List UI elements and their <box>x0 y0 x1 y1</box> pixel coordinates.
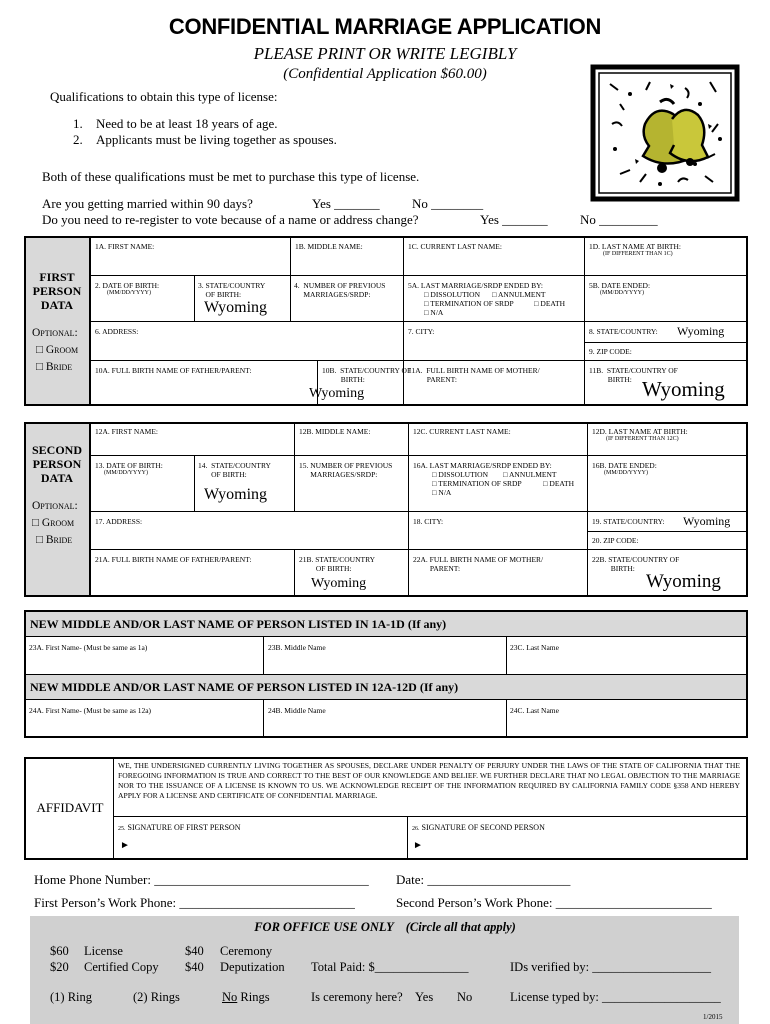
field-21b-value[interactable]: Wyoming <box>311 576 367 591</box>
field-10a-label[interactable]: 10A. FULL BIRTH NAME OF FATHER/PARENT: <box>95 366 252 375</box>
field-14-label[interactable]: 14. STATE/COUNTRY OF BIRTH: <box>198 461 271 479</box>
field-16a-na[interactable]: □ N/A <box>432 488 452 497</box>
qualifications-heading: Qualifications to obtain this type of license: <box>50 89 278 104</box>
field-13-note: (MM/DD/YYYY) <box>104 470 148 476</box>
home-phone-field[interactable]: Home Phone Number: _________________________________ <box>34 872 369 887</box>
both-qualifications-note: Both of these qualifications must be met to purchase this type of license. <box>42 169 420 184</box>
field-18-label[interactable]: 18. CITY: <box>413 517 444 526</box>
field-16a-termination[interactable]: □ TERMINATION OF SRDP <box>432 479 522 488</box>
field-9-label[interactable]: 9. ZIP CODE: <box>589 347 632 356</box>
fee-deputization[interactable]: Deputization <box>220 960 285 974</box>
wedding-bells-icon <box>590 64 740 202</box>
second-work-phone-field[interactable]: Second Person’s Work Phone: ________________________ <box>396 895 712 910</box>
ceremony-no-option[interactable]: No <box>457 990 473 1004</box>
first-work-phone-field[interactable]: First Person’s Work Phone: ___________________________ <box>34 895 355 910</box>
field-22b-label[interactable]: 22B. STATE/COUNTRY OF BIRTH: <box>592 555 680 573</box>
two-rings-option[interactable]: (2) Rings <box>133 990 180 1004</box>
ceremony-yes-option[interactable]: Yes <box>415 990 434 1004</box>
person1-label: FIRST PERSON DATA <box>32 270 82 312</box>
field-24c-label[interactable]: 24C. Last Name <box>510 706 559 715</box>
question-90-days-yes[interactable]: Yes _______ <box>312 196 380 211</box>
fee-certified-copy[interactable]: Certified Copy <box>84 960 159 974</box>
field-10b-label[interactable]: 10B. STATE/COUNTRY OF BIRTH: <box>322 366 412 384</box>
field-12d-label[interactable]: 12D. LAST NAME AT BIRTH: <box>592 427 688 436</box>
license-typed-by-field[interactable]: License typed by: ___________________ <box>510 990 721 1004</box>
person2-groom-checkbox[interactable]: □ Groom <box>32 517 75 529</box>
field-11a-label[interactable]: 11A. FULL BIRTH NAME OF MOTHER/ PARENT: <box>408 366 540 384</box>
field-5a-dissolution[interactable]: □ DISSOLUTION <box>424 290 480 299</box>
qualification-2-number: 2. <box>73 132 83 147</box>
signature-1-number: 25. <box>118 826 126 832</box>
ceremony-here-question: Is ceremony here? <box>311 990 403 1004</box>
field-19-value[interactable]: Wyoming <box>683 514 731 528</box>
one-ring-option[interactable]: (1) Ring <box>50 990 93 1004</box>
fee-line: (Confidential Application $60.00) <box>283 66 487 82</box>
page-title: CONFIDENTIAL MARRIAGE APPLICATION <box>168 14 602 39</box>
signature-1-label: SIGNATURE OF FIRST PERSON <box>127 823 241 832</box>
field-2-label[interactable]: 2. DATE OF BIRTH: <box>95 281 160 290</box>
person1-optional: Optional: <box>32 327 78 339</box>
print-instruction: PLEASE PRINT OR WRITE LEGIBLY <box>253 44 517 63</box>
field-19-label[interactable]: 19. STATE/COUNTRY: <box>592 517 665 526</box>
person2-optional: Optional: <box>32 500 78 512</box>
signature-2-number: 26. <box>412 826 420 832</box>
field-1d-label[interactable]: 1D. LAST NAME AT BIRTH: <box>589 242 681 251</box>
signature-2-arrow-icon[interactable]: ► <box>413 840 423 851</box>
field-7-label[interactable]: 7. CITY: <box>408 327 435 336</box>
field-21b-label[interactable]: 21B. STATE/COUNTRY OF BIRTH: <box>299 555 376 573</box>
new-name-heading-2: NEW MIDDLE AND/OR LAST NAME OF PERSON LISTED IN 12A-12D (If any) <box>30 680 459 694</box>
field-17-label[interactable]: 17. ADDRESS: <box>95 517 143 526</box>
field-16a-dissolution[interactable]: □ DISSOLUTION <box>432 470 488 479</box>
field-12d-note: (IF DIFFERENT THAN 12C) <box>606 436 679 442</box>
form-version: 1/2015 <box>703 1013 723 1021</box>
question-90-days-no[interactable]: No ________ <box>412 196 484 211</box>
field-16b-label[interactable]: 16B. DATE ENDED: <box>592 461 657 470</box>
field-16a-death[interactable]: □ DEATH <box>543 479 574 488</box>
qualification-1: Need to be at least 18 years of age. <box>96 116 278 131</box>
field-23b-label[interactable]: 23B. Middle Name <box>268 643 326 652</box>
signature-2-label: SIGNATURE OF SECOND PERSON <box>421 823 545 832</box>
fee-20[interactable]: $20 <box>50 960 69 974</box>
field-22a-label[interactable]: 22A. FULL BIRTH NAME OF MOTHER/ PARENT: <box>413 555 544 573</box>
new-name-heading-1: NEW MIDDLE AND/OR LAST NAME OF PERSON LISTED IN 1A-1D (If any) <box>30 617 447 631</box>
no-rings-text: Rings <box>237 990 270 1004</box>
fee-40-ceremony[interactable]: $40 <box>185 944 204 958</box>
field-5a-label[interactable]: 5A. LAST MARRIAGE/SRDP ENDED BY: <box>408 281 543 290</box>
no-rings-option[interactable] <box>222 990 270 1005</box>
field-8-label[interactable]: 8. STATE/COUNTRY: <box>589 327 658 336</box>
field-15-label[interactable]: 15. NUMBER OF PREVIOUS MARRIAGES/SRDP: <box>299 461 393 479</box>
field-12b-label[interactable]: 12B. MIDDLE NAME: <box>299 427 371 436</box>
person2-bride-checkbox[interactable]: □ Bride <box>36 534 73 546</box>
question-reregister: Do you need to re-register to vote because of a name or address change? <box>42 212 419 227</box>
fee-ceremony[interactable]: Ceremony <box>220 944 273 958</box>
field-10b-value[interactable]: Wyoming <box>309 386 365 401</box>
field-5a-termination[interactable]: □ TERMINATION OF SRDP <box>424 299 514 308</box>
fee-40-deputization[interactable]: $40 <box>185 960 204 974</box>
person2-label: SECOND PERSON DATA <box>31 443 82 485</box>
affidavit-text: WE, THE UNDERSIGNED CURRENTLY LIVING TOGETHER AS SPOUSES, DECLARE UNDER PENALTY OF PERJURY UNDER THE LAWS OF THE STATE OF CALIFORNIA THAT THE FOREGOING INFORMATION IS TRUE AND CORRECT TO THE BEST OF OUR KNOWLEDGE AND BELIEF. WE FURTHER DECLARE THAT NO LEGAL OBJECTION TO THE MARRIAGE NOR TO THE ISSUANCE OF A LICENSE IS KNOWN TO US. WE ACKNOWLEDGE RECEIPT OF THE INFORMATION REQUIRED BY CALIFORNIA FAMILY CODE §358 AND HEREBY APPLY FOR A LICENSE AND CERTIFICATE OF CONFIDENTIAL MARRIAGE. <box>118 761 740 800</box>
field-1d-note: (IF DIFFERENT THAN 1C) <box>603 251 673 257</box>
person1-groom-checkbox[interactable]: □ Groom <box>36 344 79 356</box>
field-6-label[interactable]: 6. ADDRESS: <box>95 327 139 336</box>
field-24a-label[interactable]: 24A. First Name- (Must be same as 12a) <box>29 706 152 715</box>
date-field[interactable]: Date: ______________________ <box>396 872 571 887</box>
field-16b-note: (MM/DD/YYYY) <box>604 470 648 476</box>
ids-verified-field[interactable]: IDs verified by: ___________________ <box>510 960 712 974</box>
field-16a-annulment[interactable]: □ ANNULMENT <box>503 470 557 479</box>
field-1b-label[interactable]: 1B. MIDDLE NAME: <box>295 242 363 251</box>
office-use-heading: FOR OFFICE USE ONLY (Circle all that apply) <box>254 920 516 934</box>
field-8-value[interactable]: Wyoming <box>677 324 725 338</box>
field-24b-label[interactable]: 24B. Middle Name <box>268 706 326 715</box>
field-23a-label[interactable]: 23A. First Name- (Must be same as 1a) <box>29 643 148 652</box>
field-5a-annulment[interactable]: □ ANNULMENT <box>492 290 546 299</box>
field-2-note: (MM/DD/YYYY) <box>107 290 151 296</box>
no-rings-underlined: No <box>222 990 238 1004</box>
field-20-label[interactable]: 20. ZIP CODE: <box>592 536 639 545</box>
field-3-label[interactable]: 3. STATE/COUNTRY OF BIRTH: <box>198 281 266 299</box>
question-90-days: Are you getting married within 90 days? <box>42 196 253 211</box>
field-5b-label[interactable]: 5B. DATE ENDED: <box>589 281 651 290</box>
field-23c-label[interactable]: 23C. Last Name <box>510 643 559 652</box>
total-paid-field[interactable]: Total Paid: $_______________ <box>311 960 469 974</box>
fee-60[interactable]: $60 <box>50 944 69 958</box>
affidavit-label: AFFIDAVIT <box>36 800 104 815</box>
field-14-value[interactable]: Wyoming <box>204 486 268 503</box>
field-5a-na[interactable]: □ N/A <box>424 308 444 317</box>
signature-1-arrow-icon[interactable]: ► <box>120 840 130 851</box>
field-11b-value[interactable]: Wyoming <box>642 377 725 401</box>
field-5a-death[interactable]: □ DEATH <box>534 299 565 308</box>
field-1a-label[interactable]: 1A. FIRST NAME: <box>95 242 155 251</box>
qualification-2: Applicants must be living together as spouses. <box>96 132 337 147</box>
field-13-label[interactable]: 13. DATE OF BIRTH: <box>95 461 163 470</box>
person1-bride-checkbox[interactable]: □ Bride <box>36 361 73 373</box>
field-22b-value[interactable]: Wyoming <box>646 571 721 592</box>
field-11b-label[interactable]: 11B. STATE/COUNTRY OF BIRTH: <box>589 366 678 384</box>
qualification-1-number: 1. <box>73 116 83 131</box>
field-21a-label[interactable]: 21A. FULL BIRTH NAME OF FATHER/PARENT: <box>95 555 252 564</box>
field-5b-note: (MM/DD/YYYY) <box>600 290 644 296</box>
field-4-label[interactable]: 4. NUMBER OF PREVIOUS MARRIAGES/SRDP: <box>294 281 386 299</box>
field-1c-label[interactable]: 1C. CURRENT LAST NAME: <box>408 242 502 251</box>
field-3-value[interactable]: Wyoming <box>204 299 268 316</box>
field-12a-label[interactable]: 12A. FIRST NAME: <box>95 427 158 436</box>
question-reregister-yes[interactable]: Yes _______ <box>480 212 548 227</box>
field-16a-label[interactable]: 16A. LAST MARRIAGE/SRDP ENDED BY: <box>413 461 552 470</box>
question-reregister-no[interactable]: No _________ <box>580 212 658 227</box>
fee-license[interactable]: License <box>84 944 123 958</box>
field-12c-label[interactable]: 12C. CURRENT LAST NAME: <box>413 427 511 436</box>
